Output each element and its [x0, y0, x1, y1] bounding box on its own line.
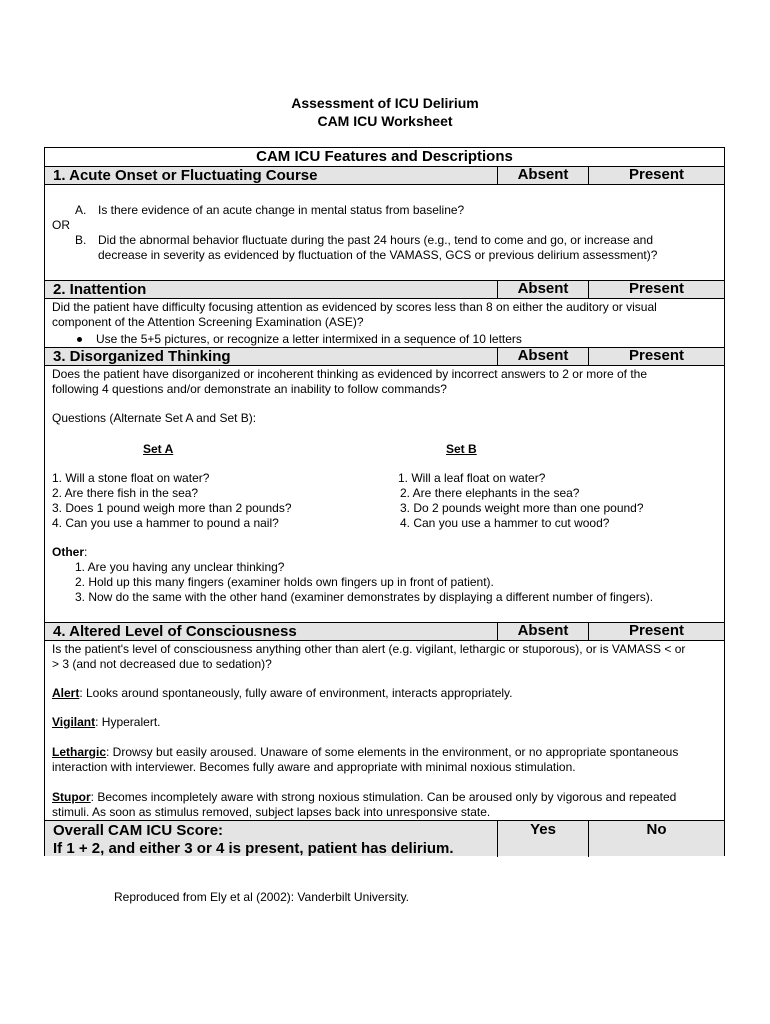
section-1-absent: Absent [497, 166, 589, 185]
overall-score-line1: Overall CAM ICU Score: [53, 822, 224, 839]
s3-set-b-item: 2. Are there elephants in the sea? [400, 486, 580, 500]
s3-text-1: Does the patient have disorganized or incoherent thinking as evidenced by incorrect answers to 2 or more of the [52, 367, 648, 381]
section-2-header [45, 280, 724, 299]
s4-lethargic-text-1: : Drowsy but easily aroused. Unaware of some elements in the environment, or no appropriate spontaneous [106, 745, 679, 759]
s1-or: OR [52, 218, 70, 232]
section-1-header [45, 166, 724, 185]
section-1-title: 1. Acute Onset or Fluctuating Course [53, 167, 318, 184]
s2-text-2: component of the Attention Screening Examination (ASE)? [52, 315, 364, 329]
s3-set-b-item: 4. Can you use a hammer to cut wood? [400, 516, 610, 530]
s3-other-item: 2. Hold up this many fingers (examiner holds own fingers up in front of patient). [75, 575, 494, 589]
s3-text-2: following 4 questions and/or demonstrate an inability to follow commands? [52, 382, 447, 396]
s3-other-item: 1. Are you having any unclear thinking? [75, 560, 285, 574]
document-subtitle: CAM ICU Worksheet [317, 113, 453, 129]
s4-text-2: > 3 (and not decreased due to sedation)? [52, 657, 272, 671]
table-header: CAM ICU Features and Descriptions [256, 148, 513, 165]
s4-stupor-label: Stupor [52, 790, 91, 804]
s3-set-a-item: 2. Are there fish in the sea? [52, 486, 199, 500]
section-2-absent: Absent [497, 280, 589, 299]
s4-alert-text: : Looks around spontaneously, fully aware of environment, interacts appropriately. [79, 686, 513, 700]
s4-vigilant-definition [52, 715, 160, 730]
s4-alert-label: Alert [52, 686, 80, 700]
s4-vigilant-label: Vigilant [52, 715, 96, 729]
section-3-present: Present [628, 347, 685, 364]
s3-questions-intro: Questions (Alternate Set A and Set B): [52, 411, 257, 425]
s3-set-a-item: 4. Can you use a hammer to pound a nail? [52, 516, 279, 530]
section-3-header [45, 347, 724, 366]
section-4-title: 4. Altered Level of Consciousness [53, 623, 297, 640]
s3-other-heading [52, 545, 87, 560]
s1-a-text: Is there evidence of an acute change in mental status from baseline? [98, 203, 465, 217]
overall-score-line2: If 1 + 2, and either 3 or 4 is present, patient has delirium. [53, 840, 454, 857]
s4-text-1: Is the patient's level of consciousness anything other than alert (e.g. vigilant, lethargic or stuporous), or is VAMASS < or [52, 642, 686, 656]
s2-bullet-item [77, 332, 522, 347]
overall-score-label [53, 822, 454, 858]
section-4-header [45, 622, 724, 641]
overall-score-row [45, 820, 724, 856]
section-3-absent: Absent [497, 347, 589, 366]
section-4-absent: Absent [497, 622, 589, 641]
s4-lethargic-text-2: interaction with interviewer. Becomes fully aware and appropriate with minimal noxious stimulation. [52, 760, 576, 774]
s3-set-a-item: 1. Will a stone float on water? [52, 471, 210, 485]
s3-set-b-item: 1. Will a leaf float on water? [398, 471, 546, 485]
s1-b-text-2: decrease in severity as evidenced by fluctuation of the VAMASS, GCS or previous delirium assessment)? [98, 248, 658, 262]
section-2-title: 2. Inattention [53, 281, 147, 298]
s4-stupor-definition [52, 790, 676, 805]
s1-b-text-1: Did the abnormal behavior fluctuate during the past 24 hours (e.g., tend to come and go, or increase and [98, 233, 654, 247]
s1-b-marker: B. [75, 233, 87, 247]
s3-set-b-label: Set B [446, 442, 477, 456]
footer-citation: Reproduced from Ely et al (2002): Vanderbilt University. [114, 890, 410, 904]
s3-set-a-label: Set A [143, 442, 174, 456]
score-no: No [646, 821, 667, 838]
bullet-icon [77, 337, 82, 342]
s4-stupor-text-1: : Becomes incompletely aware with strong noxious stimulation. Can be aroused only by vigorous and repeated [90, 790, 677, 804]
s3-set-a-item: 3. Does 1 pound weigh more than 2 pounds? [52, 501, 292, 515]
s2-bullet-text: Use the 5+5 pictures, or recognize a letter intermixed in a sequence of 10 letters [96, 332, 522, 346]
section-3-title: 3. Disorganized Thinking [53, 348, 231, 365]
s3-set-b-item: 3. Do 2 pounds weight more than one pound? [400, 501, 644, 515]
section-1-present: Present [628, 166, 685, 183]
score-yes: Yes [497, 821, 589, 857]
section-2-present: Present [628, 280, 685, 297]
s1-a-marker: A. [75, 203, 87, 217]
s4-stupor-text-2: stimuli. As soon as stimulus removed, subject lapses back into unresponsive state. [52, 805, 491, 819]
s2-text-1: Did the patient have difficulty focusing attention as evidenced by scores less than 8 on either the auditory or visual [52, 300, 657, 314]
s4-vigilant-text: : Hyperalert. [95, 715, 161, 729]
s4-alert-definition [52, 686, 512, 701]
section-4-present: Present [628, 622, 685, 639]
s3-other-label: Other [52, 545, 85, 559]
s4-lethargic-label: Lethargic [52, 745, 107, 759]
s4-lethargic-definition [52, 745, 678, 760]
s3-other-colon: : [84, 545, 88, 559]
document-title: Assessment of ICU Delirium [291, 95, 479, 111]
cam-icu-worksheet-table [44, 147, 725, 856]
s3-other-item: 3. Now do the same with the other hand (examiner demonstrates by displaying a different number of fingers). [75, 590, 654, 604]
